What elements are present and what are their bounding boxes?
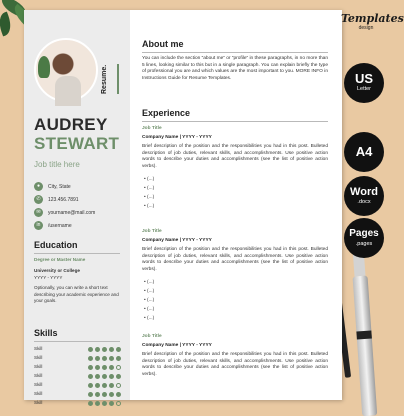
skill-level-dot xyxy=(109,392,114,397)
job-2-company: Company Name | YYYY - YYYY xyxy=(142,238,212,243)
skill-level-dot xyxy=(116,374,121,379)
skill-name: Skill xyxy=(34,382,43,387)
about-divider xyxy=(142,52,328,53)
skill-name: Skill xyxy=(34,400,43,405)
badge-word: Word .docx xyxy=(344,176,384,216)
about-title: About me xyxy=(142,39,184,49)
job-3-title: Job Title xyxy=(142,334,162,339)
skill-level-dot xyxy=(109,374,114,379)
skill-level-dot xyxy=(88,392,93,397)
skill-level-dot xyxy=(109,383,114,388)
phone-icon: ✆ xyxy=(34,195,43,204)
location-icon: ● xyxy=(34,182,43,191)
skill-level-dot xyxy=(116,383,121,388)
about-text: You can include the section “about me” or “profile” in these paragraphs, in no more than 5 lines, looking similar to this but in a single paragraph. You can explain briefly the type of professional you are and which values are the most important to you. MORE INFO in Instructions Guide for Resume Templates. xyxy=(142,56,328,81)
skill-level-dot xyxy=(116,392,121,397)
skills-title: Skills xyxy=(34,328,58,338)
skill-level-dot xyxy=(116,365,121,370)
skill-level-dot xyxy=(109,365,114,370)
skill-level-dot xyxy=(88,356,93,361)
skill-level-dot xyxy=(95,374,100,379)
education-description: Optionally, you can write a short text describing your academic experience and your goals. xyxy=(34,285,119,303)
pen-decoration xyxy=(350,236,378,416)
skill-level-dot xyxy=(109,356,114,361)
brand-logo xyxy=(341,12,404,31)
job-2-bullet: • (...) xyxy=(144,289,155,294)
job-1-bullet: • (...) xyxy=(144,177,155,182)
badge-pages: Pages .pages xyxy=(344,218,384,258)
first-name: AUDREY xyxy=(34,115,108,134)
job-1-company: Company Name | YYYY - YYYY xyxy=(142,135,212,140)
job-2-description: Brief description of the position and the responsibilities you had in this post. Bulleted description of job duties, relevant skills, and accomplishments. Use positive action words to describe your duties and accomplishments (see the list of positive action verbs). xyxy=(142,247,328,272)
brand-sub: design xyxy=(358,25,374,31)
last-name: STEWART xyxy=(34,134,120,153)
skill-level-dot xyxy=(102,401,107,406)
contact-phone: ✆ 123.456.7891 xyxy=(34,195,128,204)
job-title-header: Job title here xyxy=(34,160,80,169)
skill-row xyxy=(34,355,124,363)
job-1-description: Brief description of the position and the responsibilities you had in this post. Bulleted description of job duties, relevant skills, and accomplishments. Use positive action words to describe your duties and accomplishments (see the list of positive action verbs). xyxy=(142,144,328,169)
education-divider xyxy=(34,253,120,254)
profile-photo xyxy=(34,38,98,102)
skill-level-dot xyxy=(88,383,93,388)
resume-tag: Resume. xyxy=(101,64,108,94)
skill-row xyxy=(34,364,124,372)
skill-level-dot xyxy=(109,401,114,406)
contact-location: ● City, State xyxy=(34,182,128,191)
skill-level-dot xyxy=(102,383,107,388)
resume-page xyxy=(24,10,342,405)
degree-name: Degree or Master Name xyxy=(34,257,86,262)
skill-level-dot xyxy=(116,401,121,406)
job-1-bullet: • (...) xyxy=(144,186,155,191)
skill-level-dot xyxy=(95,365,100,370)
experience-divider xyxy=(142,121,328,122)
job-2-bullet: • (...) xyxy=(144,307,155,312)
contact-email: ✉ yourname@mail.com xyxy=(34,208,128,217)
skill-level-dot xyxy=(116,347,121,352)
skill-level-dot xyxy=(95,383,100,388)
email-icon: ✉ xyxy=(34,208,43,217)
skill-row xyxy=(34,382,124,390)
job-3-description: Brief description of the position and the responsibilities you had in this post. Bulleted description of job duties, relevant skills, and accomplishments. Use positive action words to describe your duties and accomplishments (see the list of positive action verbs). xyxy=(142,352,328,377)
brand-name: Templates xyxy=(341,12,404,25)
skill-row xyxy=(34,391,124,399)
skill-level-dot xyxy=(95,392,100,397)
job-2-title: Job Title xyxy=(142,229,162,234)
job-3-company: Company Name | YYYY - YYYY xyxy=(142,343,212,348)
skill-name: Skill xyxy=(34,346,43,351)
skill-level-dot xyxy=(102,374,107,379)
skill-level-dot xyxy=(102,347,107,352)
skill-name: Skill xyxy=(34,364,43,369)
skill-level-dot xyxy=(116,356,121,361)
skill-level-dot xyxy=(109,347,114,352)
badge-a4: A4 xyxy=(344,132,384,172)
skills-divider xyxy=(34,341,120,342)
skill-level-dot xyxy=(102,392,107,397)
badge-us-letter: US Letter xyxy=(344,63,384,103)
skill-level-dot xyxy=(102,365,107,370)
job-1-bullet: • (...) xyxy=(144,195,155,200)
job-2-bullet: • (...) xyxy=(144,316,155,321)
skill-level-dot xyxy=(88,347,93,352)
skill-level-dot xyxy=(88,365,93,370)
skill-level-dot xyxy=(95,347,100,352)
school-name: University or College xyxy=(34,268,80,273)
linkedin-icon: in xyxy=(34,221,43,230)
skill-level-dot xyxy=(88,401,93,406)
skill-row xyxy=(34,400,124,408)
skill-level-dot xyxy=(95,401,100,406)
job-1-bullet: • (...) xyxy=(144,204,155,209)
job-2-bullet: • (...) xyxy=(144,280,155,285)
skill-name: Skill xyxy=(34,355,43,360)
education-years: YYYY - YYYY xyxy=(34,275,63,280)
skill-row xyxy=(34,373,124,381)
skill-level-dot xyxy=(102,356,107,361)
job-2-bullet: • (...) xyxy=(144,298,155,303)
education-title: Education xyxy=(34,240,78,250)
skill-level-dot xyxy=(95,356,100,361)
skill-level-dot xyxy=(88,374,93,379)
skill-name: Skill xyxy=(34,373,43,378)
skill-row xyxy=(34,346,124,354)
experience-title: Experience xyxy=(142,108,191,118)
resume-tag-bar xyxy=(117,64,119,94)
job-1-title: Job Title xyxy=(142,126,162,131)
skill-name: Skill xyxy=(34,391,43,396)
contact-linkedin: in /username xyxy=(34,221,128,230)
